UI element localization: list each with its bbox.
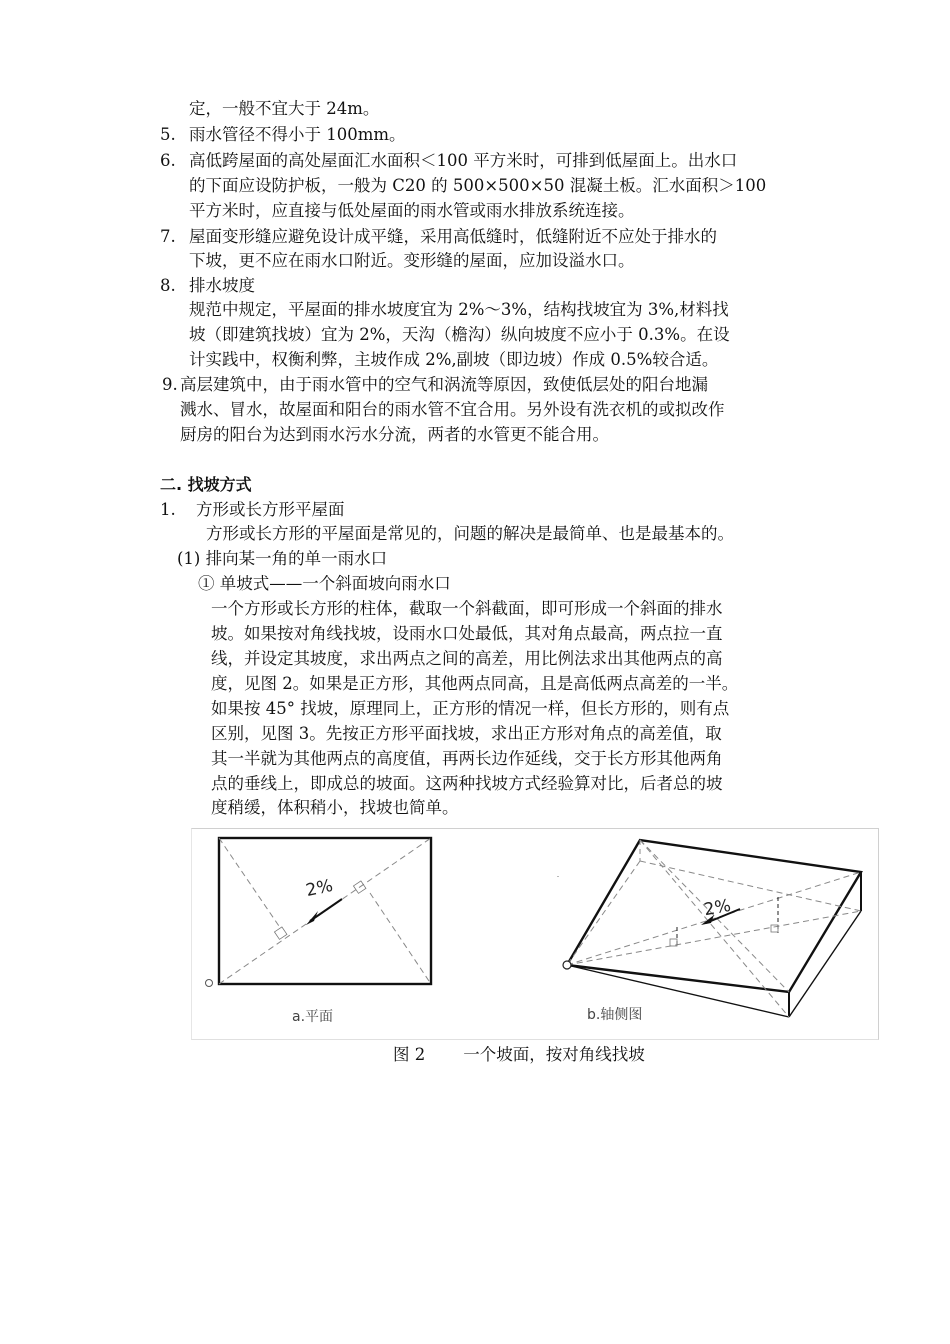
case-subheading: ① 单坡式——一个斜面坡向雨水口: [198, 574, 451, 593]
figure-caption-number: 图 2: [393, 1045, 426, 1064]
figure-caption-text: 一个坡面，按对角线找坡: [463, 1045, 645, 1064]
body-line: 区别，见图 3。先按正方形平面找坡，求出正方形对角点的高差值，取: [211, 724, 722, 743]
axonometric-view: [558, 840, 861, 1017]
list-item-number: 7.: [160, 227, 176, 246]
plan-view-label: a.平面: [292, 1009, 334, 1025]
figure-2-drawing: [192, 829, 878, 1039]
list-item-text: 溅水、冒水，故屋面和阳台的雨水管不宜合用。另外设有洗衣机的或拟改作: [180, 400, 725, 419]
list-item-number: 6.: [160, 151, 176, 170]
plan-view: [206, 838, 432, 987]
intro-paragraph: 方形或长方形的平屋面是常见的，问题的解决是最简单、也是最基本的。: [206, 524, 734, 543]
body-line: 线，并设定其坡度，求出两点之间的高差，用比例法求出其他两点的高: [211, 649, 723, 668]
subsection-title: 方形或长方形平屋面: [196, 500, 345, 519]
section-heading: 二. 找坡方式: [160, 475, 252, 494]
list-item-text: 平方米时，应直接与低处屋面的雨水管或雨水排放系统连接。: [189, 201, 635, 220]
body-line: 度稍缓，体积稍小，找坡也简单。: [211, 798, 459, 817]
list-item-text: 计实践中，权衡利弊，主坡作成 2%,副坡（即边坡）作成 0.5%较合适。: [189, 350, 719, 369]
continuation-line: 定，一般不宜大于 24m。: [189, 99, 380, 118]
list-item-text: 雨水管径不得小于 100mm。: [189, 125, 406, 144]
body-line: 如果按 45° 找坡，原理同上，正方形的情况一样，但长方形的，则有点: [211, 699, 730, 718]
case-heading: (1) 排向某一角的单一雨水口: [177, 549, 388, 568]
list-item-number: 5.: [160, 125, 176, 144]
body-line: 其一半就为其他两点的高度值，再两长边作延线，交于长方形其他两角: [211, 749, 723, 768]
axonometric-view-label: b.轴侧图: [587, 1007, 643, 1023]
list-item-text: 排水坡度: [189, 276, 255, 295]
body-line: 度，见图 2。如果是正方形，其他两点同高，且是高低两点高差的一半。: [211, 674, 739, 693]
body-line: 一个方形或长方形的柱体，截取一个斜截面，即可形成一个斜面的排水: [211, 599, 723, 618]
list-item-text: 高层建筑中，由于雨水管中的空气和涡流等原因，致使低层处的阳台地漏: [180, 375, 708, 394]
list-item-text: 规范中规定，平屋面的排水坡度宜为 2%～3%，结构找坡宜为 3%,材料找: [189, 300, 729, 319]
slope-label-a: 2%: [304, 875, 335, 902]
figure-caption: [393, 1044, 645, 1066]
subsection-number: 1.: [160, 500, 176, 519]
list-item-text: 坡（即建筑找坡）宜为 2%，天沟（檐沟）纵向坡度不应小于 0.3%。在设: [189, 325, 730, 344]
list-item-text: 屋面变形缝应避免设计成平缝，采用高低缝时，低缝附近不应处于排水的: [189, 227, 717, 246]
list-item-text: 高低跨屋面的高处屋面汇水面积＜100 平方米时，可排到低屋面上。出水口: [189, 151, 738, 170]
figure-2: [191, 828, 879, 1040]
list-item-number: 8.: [160, 276, 176, 295]
list-item-text: 厨房的阳台为达到雨水污水分流，两者的水管更不能合用。: [180, 425, 609, 444]
list-item-number: 9.: [162, 375, 178, 394]
list-item-text: 下坡，更不应在雨水口附近。变形缝的屋面，应加设溢水口。: [189, 251, 635, 270]
body-line: 坡。如果按对角线找坡，设雨水口处最低，其对角点最高，两点拉一直: [211, 624, 723, 643]
body-line: 点的垂线上，即成总的坡面。这两种找坡方式经验算对比，后者总的坡: [211, 774, 723, 793]
slope-label-b: 2%: [702, 895, 733, 921]
list-item-text: 的下面应设防护板，一般为 C20 的 500×500×50 混凝土板。汇水面积＞100: [189, 176, 767, 195]
